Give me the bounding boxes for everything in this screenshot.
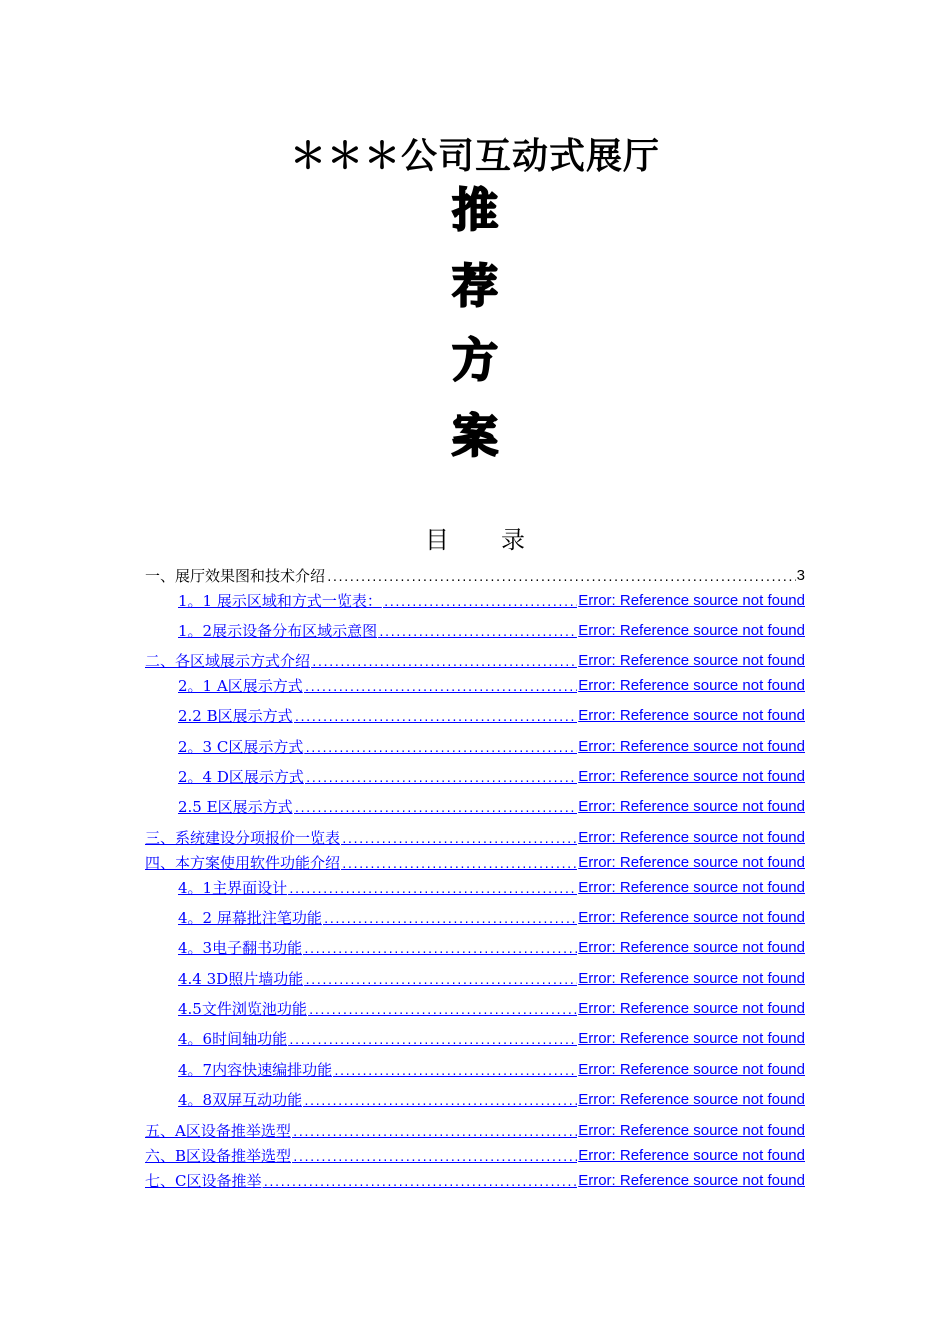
toc-entry[interactable] [178,999,805,1019]
toc-entry-label: 4.4 3D照片墙功能 [178,970,304,988]
toc-entry-label: 4。1主界面设计 [178,879,288,897]
toc-entry-page: Error: Reference source not found [578,854,805,871]
subtitle-char-1: 推 [452,183,498,237]
toc-leader-dots [311,655,577,671]
toc-entry-page: Error: Reference source not found [578,1091,805,1108]
toc-entry-page: Error: Reference source not found [578,677,805,694]
toc-entry-label: 四、本方案使用软件功能介绍 [145,854,341,872]
toc-entry[interactable] [145,1146,805,1166]
toc-entry-label: 4。7内容快速编排功能 [178,1061,333,1079]
toc-leader-dots [294,710,578,726]
subtitle-char-4: 案 [452,409,498,463]
toc-entry[interactable] [178,676,805,696]
toc-entry[interactable] [178,706,805,726]
toc-leader-dots [294,801,578,817]
toc-leader-dots [341,832,577,848]
toc-entry-page: Error: Reference source not found [578,1172,805,1189]
toc-leader-dots [323,912,577,928]
toc-leader-dots [304,741,577,757]
toc-entry-page: Error: Reference source not found [578,970,805,987]
toc-leader-dots [292,1150,577,1166]
toc-entry-label: 七、C区设备推举 [145,1172,262,1190]
subtitle-char-2: 荐 [452,259,498,313]
toc-entry-label: 2.2 B区展示方式 [178,707,293,725]
toc-leader-dots [333,1064,577,1080]
toc-leader-dots [378,625,577,641]
toc-entry-label: 2.5 E区展示方式 [178,798,293,816]
toc-entry-page: Error: Reference source not found [578,652,805,669]
toc-entry-label: 4.5文件浏览池功能 [178,1000,307,1018]
toc-entry[interactable] [178,621,805,641]
toc-entry-label: 2。4 D区展示方式 [178,768,304,786]
toc-entry[interactable] [178,591,805,611]
toc-leader-dots [288,882,577,898]
toc-leader-dots [304,680,578,696]
toc-entry-page: Error: Reference source not found [578,798,805,815]
toc-entry[interactable] [178,969,805,989]
toc-entry-label: 一、展厅效果图和技术介绍 [145,567,326,585]
toc-entry-page: Error: Reference source not found [578,879,805,896]
toc-entry[interactable] [178,908,805,928]
toc-entry-label: 4。8双屏互动功能 [178,1091,303,1109]
toc-leader-dots [341,857,577,873]
toc-entry[interactable] [178,1090,805,1110]
toc-entry[interactable] [178,767,805,787]
toc-entry-page: 3 [796,567,805,584]
toc-entry [145,566,805,586]
toc-entry[interactable] [178,938,805,958]
toc-leader-dots [304,973,577,989]
toc-entry-label: 三、系统建设分项报价一览表 [145,829,341,847]
toc-entry-page: Error: Reference source not found [578,738,805,755]
toc-entry-page: Error: Reference source not found [578,909,805,926]
toc-entry-label: 4。6时间轴功能 [178,1030,288,1048]
toc-entry-page: Error: Reference source not found [578,592,805,609]
toc-leader-dots [383,595,577,611]
toc-entry[interactable] [145,1171,805,1191]
toc-entry-label: 2。1 A区展示方式 [178,677,303,695]
toc-heading-char-2: 录 [501,526,525,554]
toc-entry-page: Error: Reference source not found [578,1122,805,1139]
toc-leader-dots [326,570,796,586]
toc-entry-label: 4。2 屏幕批注笔功能 [178,909,322,927]
toc-entry[interactable] [145,1121,805,1141]
toc-entry-page: Error: Reference source not found [578,1030,805,1047]
toc-entry-page: Error: Reference source not found [578,939,805,956]
toc-entry[interactable] [145,828,805,848]
toc-leader-dots [305,771,577,787]
toc-entry[interactable] [178,797,805,817]
toc-entry[interactable] [145,651,805,671]
table-of-contents [145,0,805,1344]
toc-heading-char-1: 目 [425,526,449,554]
toc-entry-page: Error: Reference source not found [578,829,805,846]
toc-leader-dots [288,1033,577,1049]
toc-entry-page: Error: Reference source not found [578,1061,805,1078]
toc-entry-page: Error: Reference source not found [578,707,805,724]
toc-entry-label: 1。1 展示区域和方式一览表： [178,592,382,610]
toc-entry[interactable] [178,737,805,757]
toc-entry[interactable] [178,1060,805,1080]
document-title: ＊＊＊公司互动式展厅 [289,136,660,177]
toc-entry-page: Error: Reference source not found [578,768,805,785]
toc-entry-label: 1。2展示设备分布区域示意图 [178,622,378,640]
toc-leader-dots [303,1094,577,1110]
toc-entry-label: 五、A区设备推举选型 [145,1122,291,1140]
toc-entry-label: 4。3电子翻书功能 [178,939,303,957]
toc-entry-label: 六、B区设备推举选型 [145,1147,292,1165]
toc-leader-dots [303,942,577,958]
toc-entry[interactable] [145,853,805,873]
toc-leader-dots [308,1003,577,1019]
toc-entry-page: Error: Reference source not found [578,1000,805,1017]
toc-entry-page: Error: Reference source not found [578,622,805,639]
toc-entry[interactable] [178,878,805,898]
toc-entry-label: 2。3 C区展示方式 [178,738,304,756]
toc-entry-label: 二、各区域展示方式介绍 [145,652,311,670]
toc-leader-dots [262,1175,577,1191]
toc-entry[interactable] [178,1029,805,1049]
subtitle-char-3: 方 [452,333,498,387]
toc-leader-dots [292,1125,577,1141]
toc-entry-page: Error: Reference source not found [578,1147,805,1164]
